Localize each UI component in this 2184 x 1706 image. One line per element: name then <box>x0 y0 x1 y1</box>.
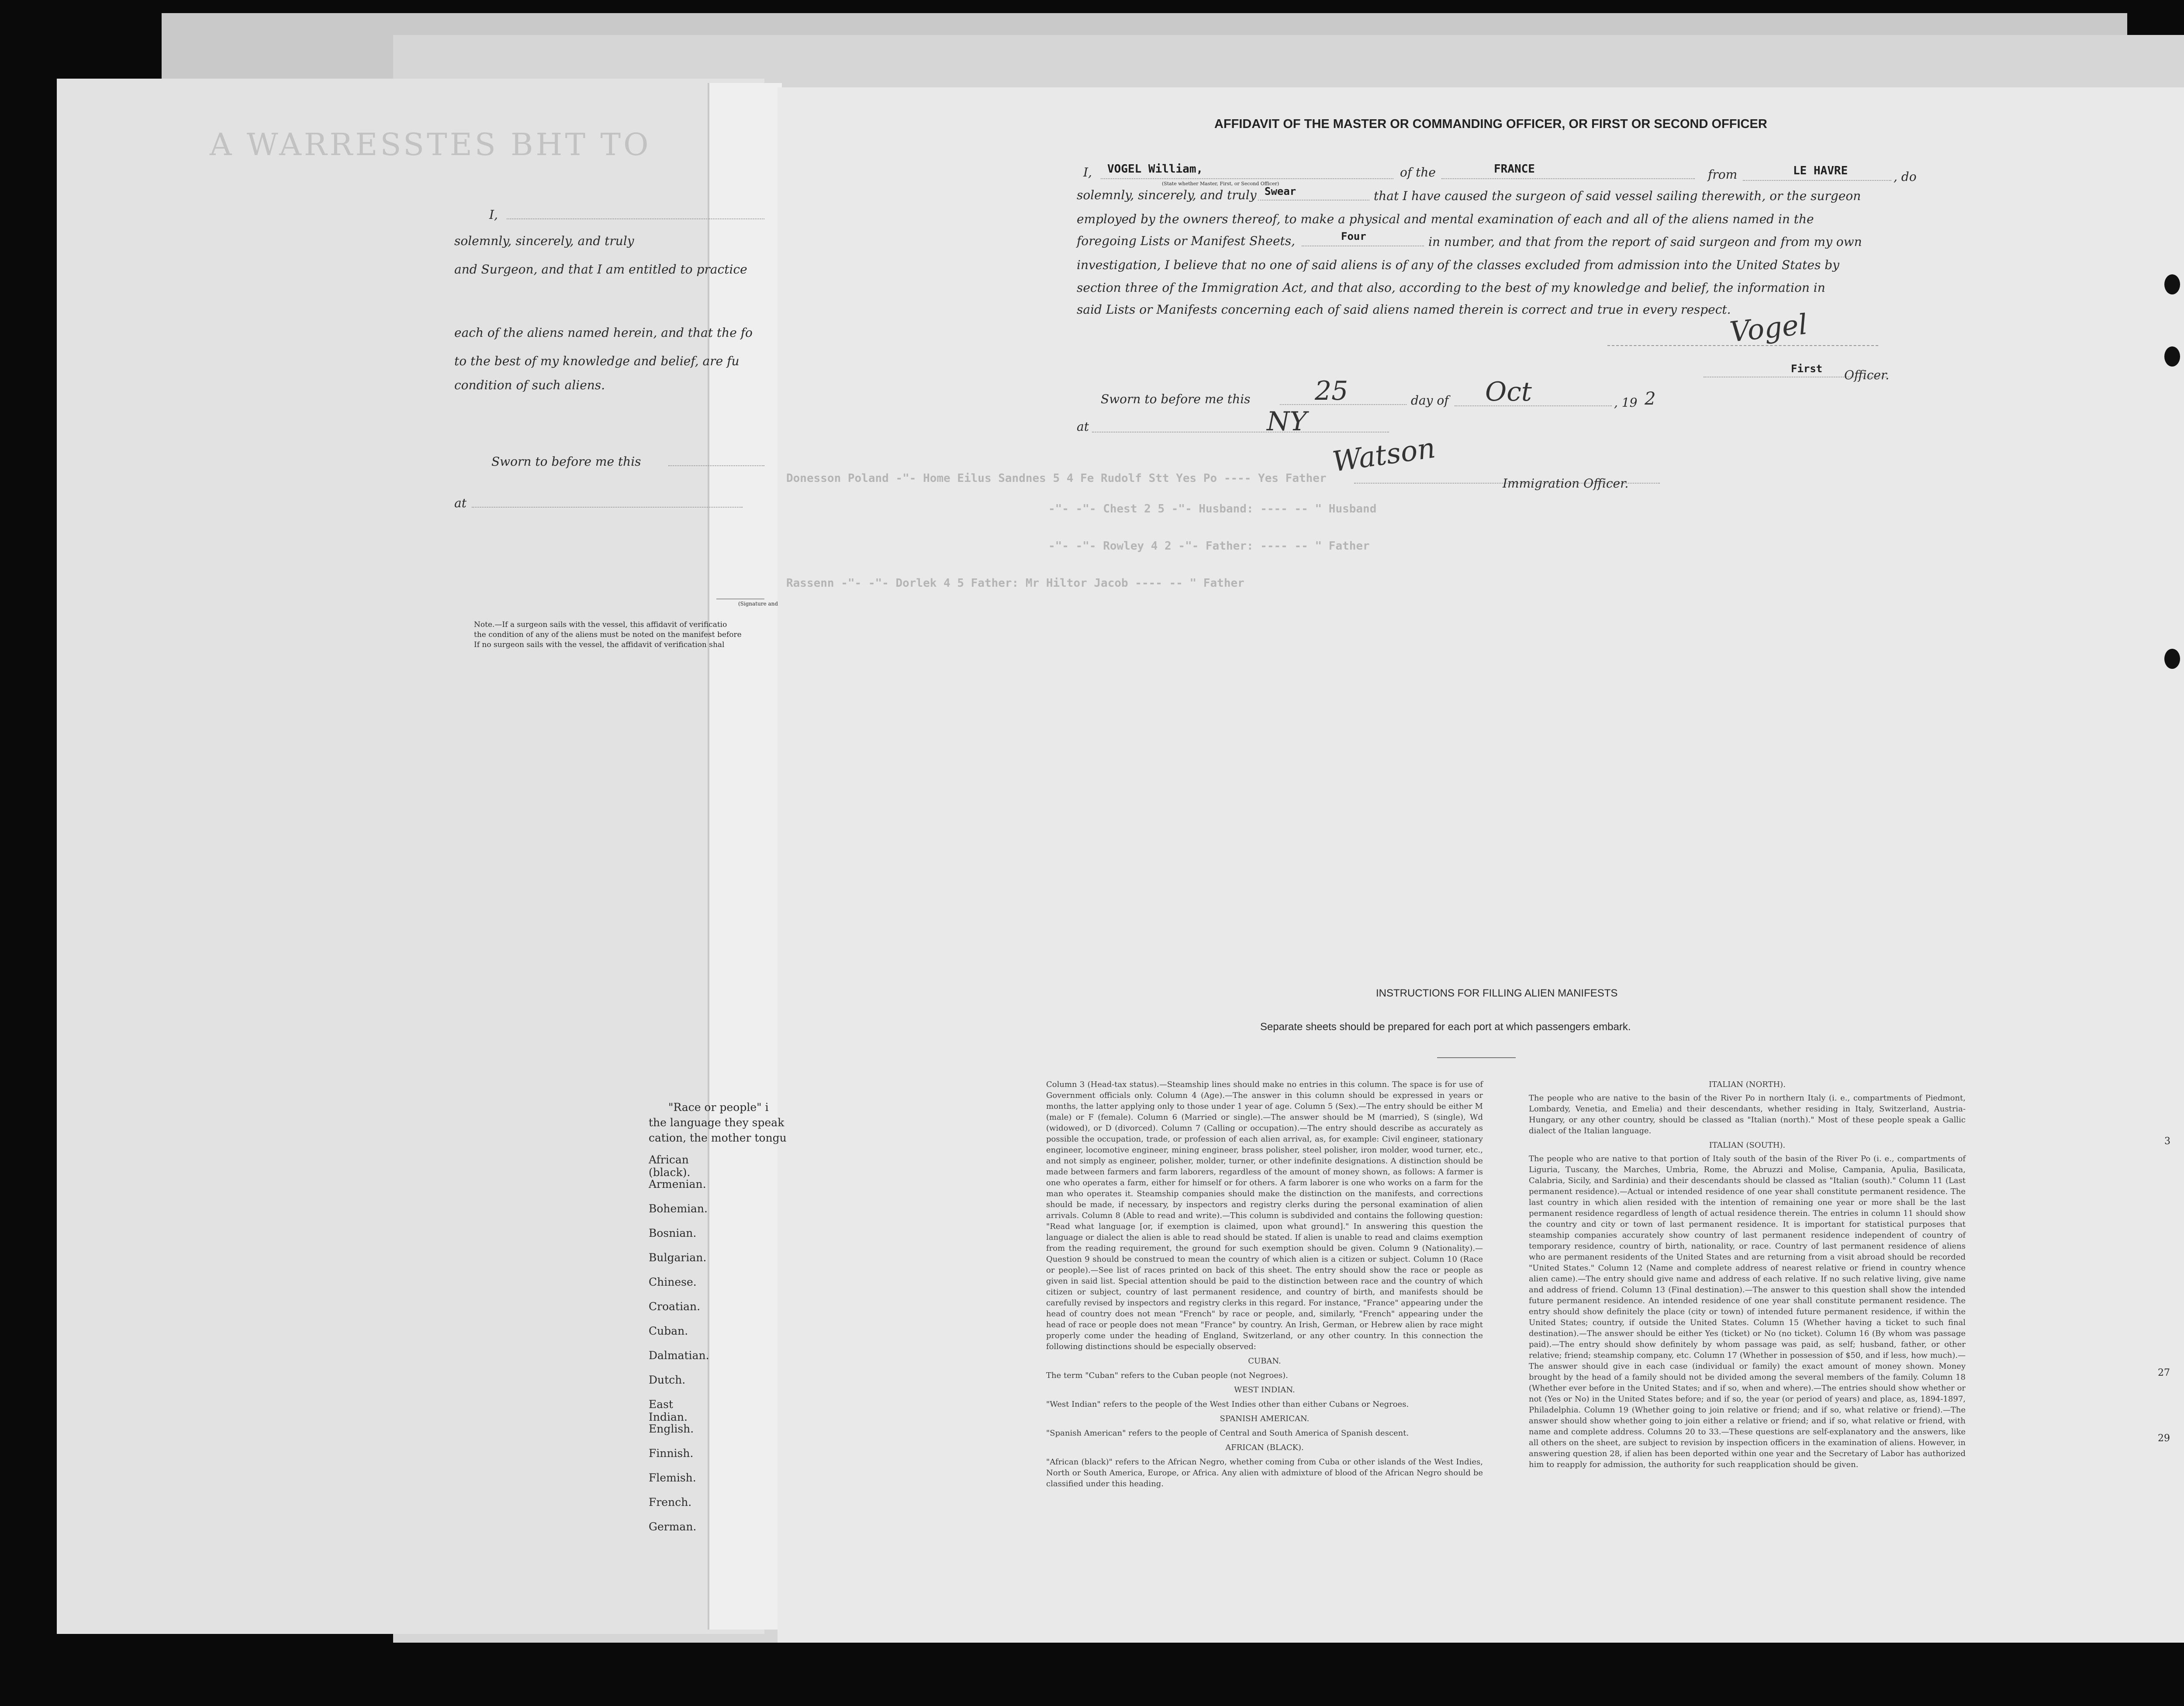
affidavit-officer-rank: First <box>1791 363 1823 375</box>
affidavit-at-line <box>1092 432 1389 433</box>
bleed-through-row-1: Donesson Poland -"- Home Eilus Sandnes 5 4 Fe Rudolf Stt Yes Po ---- Yes Father <box>786 472 1327 485</box>
affidavit-line-6: section three of the Immigration Act, and that also, according to the best of my knowledge and belief, the information in <box>1077 280 1825 295</box>
cuban-heading: CUBAN. <box>1248 1356 1281 1366</box>
cuban-text: The term "Cuban" refers to the Cuban people (not Negroes). <box>1046 1371 1288 1380</box>
instructions-rule <box>1437 1057 1516 1058</box>
affidavit-line-2a: solemnly, sincerely, and truly <box>1077 188 1257 202</box>
race-intro-3: cation, the mother tongu <box>649 1132 787 1144</box>
race-item: Dalmatian. <box>649 1349 709 1362</box>
race-item: Flemish. <box>649 1471 696 1484</box>
race-item: Bulgarian. <box>649 1251 707 1264</box>
affidavit-sworn-month-line <box>1455 405 1612 406</box>
instructions-right-column <box>1529 1079 1966 1470</box>
left-oath-name-line <box>507 218 764 219</box>
punch-hole <box>2164 346 2180 367</box>
race-item: African (black). <box>649 1153 691 1179</box>
instructions-left-column <box>1046 1079 1483 1489</box>
left-at-line <box>472 507 743 508</box>
left-sworn-line <box>668 465 764 466</box>
west-indian-text: "West Indian" refers to the people of the West Indies other than either Cubans or Negroes. <box>1046 1400 1409 1409</box>
affidavit-sworn-day: 25 <box>1315 376 1348 406</box>
affidavit-line-3: employed by the owners thereof, to make a physical and mental examination of each and all of the aliens named in the <box>1077 212 1814 226</box>
left-oath-line-6: condition of such aliens. <box>454 378 605 392</box>
affidavit-year-prefix: , 19 <box>1614 395 1638 410</box>
race-item: Chinese. <box>649 1276 697 1288</box>
punch-hole <box>2164 274 2180 294</box>
immigration-officer-signature: Watson <box>1330 432 1438 479</box>
instructions-title: INSTRUCTIONS FOR FILLING ALIEN MANIFESTS <box>1376 987 1618 999</box>
affidavit-sheet-count: Four <box>1341 230 1366 242</box>
african-heading: AFRICAN (BLACK). <box>1225 1443 1304 1452</box>
race-item: Armenian. <box>649 1178 706 1190</box>
margin-mark-3: 29 <box>2158 1433 2170 1444</box>
affidavit-rank-caption: (State whether Master, First, or Second Officer) <box>1162 181 1279 187</box>
affidavit-of-the: of the <box>1400 165 1436 180</box>
affidavit-do-label: , do <box>1894 170 1917 184</box>
bleed-through-row-3: -"- -"- Rowley 4 2 -"- Father: ---- -- " Father <box>1048 540 1370 553</box>
spanish-american-heading: SPANISH AMERICAN. <box>1220 1414 1310 1423</box>
italian-south-text: The people who are native to that portion of Italy south of the basin of the River Po (i. e., compartments of Liguria, Tuscany, the Marches, Umbria, Rome, the Abruzzi and Molise, Campania, Apulia, Basilicata, Calabria, Sicily, and Sardinia) and their descendants should be classed as "Italian (south)." Column 11 (Last permanent residence).—Actual or intended residence of one year shall constitute permanent residence. The last country in which alien resided with the intention of remaining one year or more shall be the last permanent residence regardless of length of actual residence therein. The entries in column 11 should show the country and city or town of last permanent residence. It is important for statistical purposes that steamship companies accurately show country of last permanent residence independent of country of temporary residence, country of birth, nationality, or race. Country of last permanent residence of aliens who are permanent residents of the United States and are returning from a visit abroad should be recorded "United States." Column 12 (Name and complete address of nearest relative or friend in country whence alien came).—The entry should give name and address of each relative. If no such relative living, give name and address of friend. Column 13 (Final destination).—The answer to this question shall show the intended future permanent residence. An intended residence of one year shall constitute permanent residence. The entry should show definitely the place (city or town) of intended future permanent residence, if within the United States; country, if outside the United States. Column 15 (Whether having a ticket to such final destination).—The answer should be either Yes (ticket) or No (no ticket). Column 16 (By whom was passage paid).—The entry should show definitely by whom passage was paid, as self; husband, father, or other relative; friend; steamship company, etc. Column 17 (Whether in possession of $50, and if less, how much).—The answer should give in each case (individual or family) the exact amount of money shown. Money brought by the head of a family should not be divided among the several members of the family. Column 18 (Whether ever before in the United States; and if so, when and where).—The entries should show whether or not (Yes or No) in the United States before; and if so, the year (or period of years) and place, as, 1894-1897, Philadelphia. Column 19 (Whether going to join relative or friend; and if so, what relative or friend).—The answer should show whether going to join either a relative or friend; and if so, what relative or friend, with name and complete address. Columns 20 to 33.—These questions are self-explanatory and the answers, like all others on the sheet, are subject to revision by inspection officers in the examination of aliens. However, in answering question 28, if alien has been deported within one year and the Secretary of Labor has authorized him to reapply for admission, the authority for such reapplication should be given. <box>1529 1154 1966 1469</box>
instructions-subtitle: Separate sheets should be prepared for each port at which passengers embark. <box>1260 1021 1631 1033</box>
affidavit-from-label: from <box>1708 167 1738 182</box>
fold-strip <box>708 83 782 1630</box>
race-item: Finnish. <box>649 1447 694 1460</box>
left-at-label: at <box>454 496 467 510</box>
affidavit-name-line <box>1101 178 1393 179</box>
african-text: "African (black)" refers to the African Negro, whether coming from Cuba or other islands of the West Indies, North or South America, Europe, or Africa. Any alien with admixture of blood of the African Negro should be classified under this heading. <box>1046 1457 1483 1488</box>
race-intro-2: the language they speak <box>649 1116 784 1129</box>
affidavit-oath-type-line <box>1258 200 1369 201</box>
race-item: Dutch. <box>649 1374 686 1386</box>
instructions-left-text: Column 3 (Head-tax status).—Steamship lines should make no entries in this column. The space is for use of Government officials only. Column 4 (Age).—The answer in this column should be expressed in years or months, the latter applying only to those under 1 year of age. Column 5 (Sex).—The entry should be either M (male) or F (female). Column 6 (Married or single).—The answer should be M (married), S (single), Wd (widowed), or D (divorced). Column 7 (Calling or occupation).—The entry should describe as accurately as possible the occupation, trade, or profession of each alien arrival, as, for example: Civil engineer, stationary engineer, locomotive engineer, mining engineer, brass polisher, steel polisher, iron molder, wood turner, etc., and not simply as engineer, polisher, molder, turner, or other indefinite designations. A distinction should be made between farmers and farm laborers, regardless of the amount of money shown, as follows: A farmer is one who operates a farm, either for himself or for others. A farm laborer is one who works on a farm for the man who operates it. Steamship companies should make the distinction on the manifests, and corrections should be made, if necessary, by inspectors and registry clerks during the personal examination of alien arrivals. Column 8 (Able to read and write).—This column is subdivided and contains the following question: "Read what language [or, if exemption is claimed, upon what ground]." In answering this question the language or dialect the alien is able to read should be stated. If alien is unable to read and claims exemption from the reading requirement, the ground for such exemption should be given. Column 9 (Nationality).—Question 9 should be construed to mean the country of which alien is a citizen or subject. Column 10 (Race or people).—See list of races printed on back of this sheet. The entry should show the race or people as given in said list. Special attention should be paid to the distinction between race and the country of which citizen or subject, country of last permanent residence, and country of birth, and manifests should be carefully revised by inspectors and registry clerks in this regard. For instance, "France" appearing under the head of country does not mean "French" by race or people, and, similarly, "French" appearing under the head of race or people does not mean "France" by country. An Irish, German, or Hebrew alien by race might properly come under the heading of England, Switzerland, or any other country. In this connection the following distinctions should be especially observed: <box>1046 1080 1483 1351</box>
affidavit-line-4a: foregoing Lists or Manifest Sheets, <box>1077 234 1296 248</box>
affidavit-officer-name: VOGEL William, <box>1107 163 1203 176</box>
affidavit-line-4b: in number, and that from the report of said surgeon and from my own <box>1428 235 1862 249</box>
immigration-officer-label: Immigration Officer. <box>1503 476 1629 491</box>
left-sworn-label: Sworn to before me this <box>491 454 641 469</box>
race-item: English. <box>649 1422 694 1435</box>
affidavit-sworn-label: Sworn to before me this <box>1101 392 1251 406</box>
race-item: French. <box>649 1496 692 1509</box>
punch-hole <box>2164 649 2180 669</box>
bleed-through-row-4: Rassenn -"- -"- Dorlek 4 5 Father: Mr Hiltor Jacob ---- -- " Father <box>786 577 1244 590</box>
affidavit-vessel-line <box>1441 178 1695 179</box>
left-note-2: the condition of any of the aliens must be noted on the manifest before <box>474 630 742 639</box>
affidavit-year-suffix: 2 <box>1645 389 1656 409</box>
affidavit-vessel-name: FRANCE <box>1494 163 1535 176</box>
affidavit-line-7: said Lists or Manifests concerning each of said aliens named therein is correct and true in every respect. <box>1077 302 1731 317</box>
affidavit-sworn-month: Oct <box>1485 377 1532 407</box>
affidavit-officer-label: Officer. <box>1844 368 1890 382</box>
affidavit-line-2b: that I have caused the surgeon of said vessel sailing therewith, or the surgeon <box>1374 189 1861 203</box>
bleed-through-heading: A WARRESSTES BHT TO <box>210 127 651 163</box>
race-item: Cuban. <box>649 1325 688 1337</box>
italian-south-heading: ITALIAN (SOUTH). <box>1709 1141 1786 1150</box>
race-item: Bosnian. <box>649 1227 697 1239</box>
affidavit-oath-type: Swear <box>1265 185 1296 197</box>
affidavit-port-name: LE HAVRE <box>1793 164 1848 177</box>
left-note-3: If no surgeon sails with the vessel, the affidavit of verification shal <box>474 640 725 649</box>
west-indian-heading: WEST INDIAN. <box>1234 1385 1295 1395</box>
race-intro-1: "Race or people" i <box>668 1101 769 1114</box>
affidavit-line-5: investigation, I believe that no one of said aliens is of any of the classes excluded from admission into the United States by <box>1077 258 1839 272</box>
margin-mark-2: 27 <box>2158 1367 2170 1378</box>
affidavit-place: NY <box>1267 406 1307 437</box>
left-oath-line-5: to the best of my knowledge and belief, are fu <box>454 354 740 368</box>
affidavit-title: AFFIDAVIT OF THE MASTER OR COMMANDING OFFICER, OR FIRST OR SECOND OFFICER <box>1214 117 1767 131</box>
affidavit-signature: Vogel <box>1728 308 1809 349</box>
bleed-through-row-2: -"- -"- Chest 2 5 -"- Husband: ---- -- " Husband <box>1048 502 1377 516</box>
left-oath-line-3: and Surgeon, and that I am entitled to practice <box>454 262 747 277</box>
left-signature-caption: (Signature and <box>738 601 778 607</box>
affidavit-port-line <box>1743 180 1891 181</box>
italian-north-text: The people who are native to the basin of the River Po in northern Italy (i. e., compartments of Piedmont, Lombardy, Venetia, and Emelia) and their descendants, whether residing in Italy, Switzerland, Austria-Hungary, or any other country, should be classed as "Italian (north)." Most of these people speak a Gallic dialect of the Italian language. <box>1529 1094 1966 1135</box>
spanish-american-text: "Spanish American" refers to the people of Central and South America of Spanish descent. <box>1046 1429 1409 1438</box>
race-item: Croatian. <box>649 1300 701 1313</box>
affidavit-day-of: day of <box>1411 393 1449 408</box>
margin-mark-1: 3 <box>2164 1136 2170 1147</box>
left-oath-line-2: solemnly, sincerely, and truly <box>454 234 634 248</box>
race-list <box>649 1153 714 1545</box>
race-item: German. <box>649 1520 697 1533</box>
left-oath-line-4: each of the aliens named herein, and that the fo <box>454 325 753 340</box>
left-oath-intro: I, <box>489 208 498 222</box>
race-item: Bohemian. <box>649 1202 708 1215</box>
race-item: East Indian. <box>649 1398 688 1423</box>
affidavit-at-label: at <box>1077 419 1089 434</box>
affidavit-i-label: I, <box>1083 165 1092 180</box>
left-note-1: Note.—If a surgeon sails with the vessel, this affidavit of verificatio <box>474 620 727 629</box>
italian-north-heading: ITALIAN (NORTH). <box>1709 1080 1786 1089</box>
